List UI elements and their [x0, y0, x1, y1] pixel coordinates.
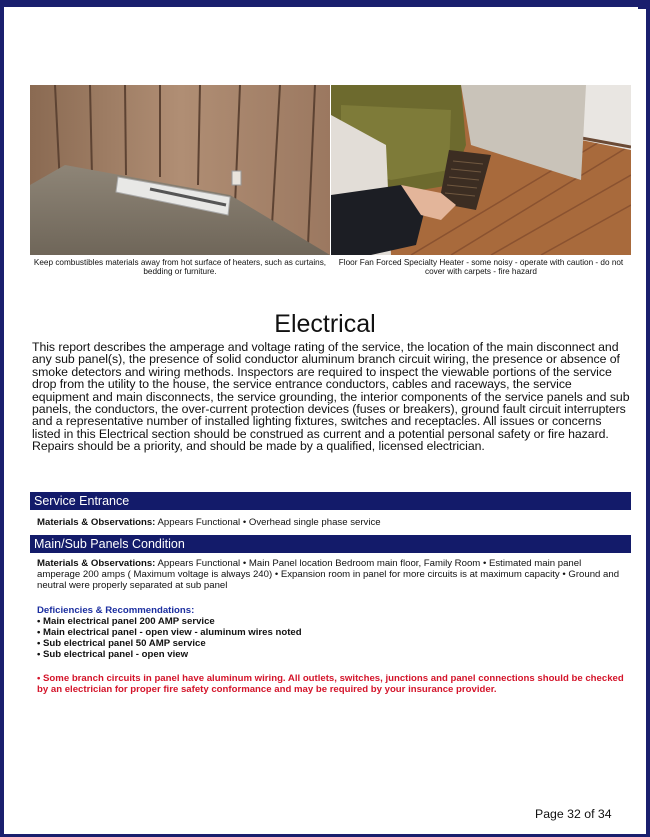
service-entrance-observations	[37, 517, 627, 528]
floor-heater-photo	[331, 85, 631, 255]
deficiencies-heading: Deficiencies & Recommendations:	[37, 605, 195, 616]
list-item: • Main electrical panel - open view - aluminum wires noted	[37, 627, 302, 638]
observations-label: Materials & Observations:	[37, 558, 156, 569]
section-title: Electrical	[274, 310, 376, 338]
list-item: • Sub electrical panel 50 AMP service	[37, 638, 206, 649]
list-item: • Sub electrical panel - open view	[37, 649, 189, 660]
photo-caption: Floor Fan Forced Specialty Heater - some noisy - operate with caution - do not cover with carpets - fire hazard	[338, 258, 624, 276]
photo-caption: Keep combustibles materials away from hot surface of heaters, such as curtains, bedding or furniture.	[33, 258, 327, 276]
photo-image	[331, 85, 631, 255]
page-number: Page 32 of 34	[535, 807, 612, 821]
observations-text: Appears Functional • Overhead single phase service	[155, 517, 381, 528]
warning-note: • Some branch circuits in panel have aluminum wiring. All outlets, switches, junctions and panel connections should be checked by an electrician for proper fire safety conformance and may be required by your insurance provider.	[37, 673, 624, 695]
baseboard-heater-photo	[30, 85, 330, 255]
corner-mark	[638, 7, 650, 19]
service-entrance-heading: Service Entrance	[30, 492, 631, 510]
photo-image	[30, 85, 330, 255]
observations-label: Materials & Observations:	[37, 517, 156, 528]
section-intro: This report describes the amperage and voltage rating of the service, the location of the main disconnect and any sub panel(s), the presence of solid conductor aluminum branch circuit wiring, the presence or absence of smoke detectors and wiring methods. Inspectors are required to inspect the viewable portions of the service drop from the utility to the house, the service entrance conductors, cables and raceways, the service equipment and main disconnects, the service grounding, the interior components of the service panels and sub panels, the conductors, the over-current protection devices (fuses or breakers), ground fault circuit interrupters and a representative number of installed lighting fixtures, switches and receptacles. All issues or concerns listed in this Electrical section should be construed as current and a potential personal safety or fire hazard. Repairs should be a priority, and should be made by a qualified, licensed electrician.	[32, 340, 630, 454]
deficiencies-list	[37, 616, 302, 660]
panels-heading: Main/Sub Panels Condition	[30, 535, 631, 553]
list-item: • Main electrical panel 200 AMP service	[37, 616, 215, 627]
observations-text: Appears Functional • Main Panel location Bedroom main floor, Family Room • Estimated main panel amperage 200 amps ( Maximum voltage is always 240) • Expansion room in panel for more circuits is at maximum capacity • Ground and neutral were properly separated at sub panel	[37, 558, 620, 591]
panels-observations	[37, 558, 627, 591]
